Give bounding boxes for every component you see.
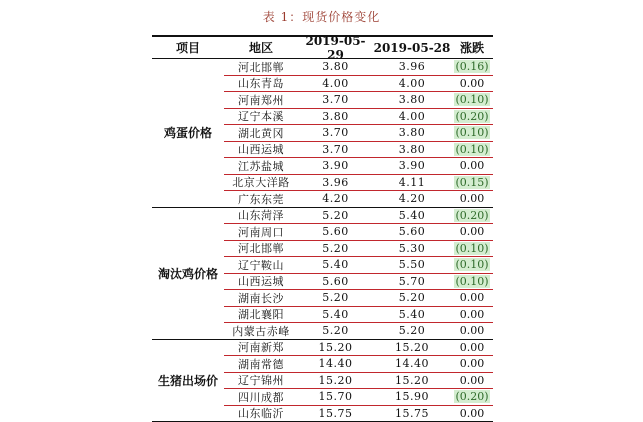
change-cell (451, 290, 493, 306)
header-change: 涨跌 (451, 39, 493, 56)
table-row (224, 175, 493, 192)
table-row (224, 224, 493, 241)
date2-cell: 5.40 (373, 308, 451, 321)
change-cell (451, 92, 493, 108)
change-cell (451, 356, 493, 372)
change-cell (451, 158, 493, 174)
date2-cell: 5.60 (373, 225, 451, 238)
date1-cell: 14.40 (298, 357, 373, 370)
change-value: 0.00 (459, 341, 486, 354)
date1-cell: 5.20 (298, 291, 373, 304)
region-cell: 山东临沂 (224, 405, 298, 421)
table-row (224, 340, 493, 357)
change-cell (451, 109, 493, 125)
change-value-highlighted: (0.15) (454, 176, 489, 189)
date1-cell: 5.60 (298, 275, 373, 288)
region-cell: 辽宁鞍山 (224, 257, 298, 273)
region-cell: 湖南常德 (224, 356, 298, 372)
date2-cell: 4.00 (373, 77, 451, 90)
region-cell: 湖南长沙 (224, 290, 298, 306)
region-cell: 河南郑州 (224, 92, 298, 108)
date1-cell: 15.75 (298, 407, 373, 420)
date1-cell: 4.00 (298, 77, 373, 90)
change-cell (451, 224, 493, 240)
group-rows (224, 59, 493, 207)
region-cell: 江苏盐城 (224, 158, 298, 174)
change-value: 0.00 (459, 192, 486, 205)
table-row (224, 373, 493, 390)
change-cell (451, 389, 493, 405)
change-cell (451, 125, 493, 141)
region-cell: 河南新郑 (224, 339, 298, 355)
change-cell (451, 241, 493, 257)
date1-cell: 3.70 (298, 143, 373, 156)
change-value: 0.00 (459, 308, 486, 321)
date2-cell: 5.70 (373, 275, 451, 288)
date2-cell: 3.80 (373, 126, 451, 139)
region-cell: 山西运城 (224, 141, 298, 157)
change-value-highlighted: (0.10) (454, 242, 489, 255)
date2-cell: 5.30 (373, 242, 451, 255)
group-rows (224, 208, 493, 339)
change-cell (451, 373, 493, 389)
table-row (224, 125, 493, 142)
change-value: 0.00 (459, 374, 486, 387)
date2-cell: 3.80 (373, 93, 451, 106)
table-row (224, 290, 493, 307)
change-value-highlighted: (0.10) (454, 93, 489, 106)
region-cell: 山西运城 (224, 273, 298, 289)
header-category: 项目 (152, 39, 224, 56)
table-row (224, 191, 493, 207)
table-row (224, 92, 493, 109)
table-row (224, 389, 493, 406)
date2-cell: 5.20 (373, 291, 451, 304)
table-group (152, 59, 493, 208)
table-row (224, 208, 493, 225)
date1-cell: 5.40 (298, 258, 373, 271)
date2-cell: 15.20 (373, 341, 451, 354)
date2-cell: 15.20 (373, 374, 451, 387)
change-cell (451, 257, 493, 273)
date2-cell: 3.90 (373, 159, 451, 172)
date1-cell: 3.70 (298, 126, 373, 139)
date1-cell: 4.20 (298, 192, 373, 205)
group-name: 鸡蛋价格 (152, 59, 224, 207)
date2-cell: 5.20 (373, 324, 451, 337)
change-cell (451, 307, 493, 323)
region-cell: 内蒙古赤峰 (224, 323, 298, 339)
table-group (152, 340, 493, 422)
region-cell: 河北邯郸 (224, 59, 298, 75)
change-cell (451, 406, 493, 422)
region-cell: 四川成都 (224, 389, 298, 405)
change-value-highlighted: (0.16) (454, 60, 489, 73)
region-cell: 北京大洋路 (224, 174, 298, 190)
date1-cell: 3.90 (298, 159, 373, 172)
date2-cell: 5.40 (373, 209, 451, 222)
change-value: 0.00 (459, 77, 486, 90)
date2-cell: 4.00 (373, 110, 451, 123)
change-value: 0.00 (459, 407, 486, 420)
table-row (224, 323, 493, 339)
change-value-highlighted: (0.20) (454, 209, 489, 222)
date1-cell: 5.20 (298, 242, 373, 255)
date1-cell: 5.60 (298, 225, 373, 238)
table-header (152, 37, 493, 59)
change-value: 0.00 (459, 291, 486, 304)
date1-cell: 5.20 (298, 324, 373, 337)
header-date2: 2019-05-28 (373, 41, 451, 55)
change-value-highlighted: (0.20) (454, 110, 489, 123)
table-row (224, 241, 493, 258)
group-name: 淘汰鸡价格 (152, 208, 224, 339)
change-value: 0.00 (459, 324, 486, 337)
change-cell (451, 274, 493, 290)
region-cell: 河南周口 (224, 224, 298, 240)
table-group (152, 208, 493, 340)
region-cell: 山东菏泽 (224, 207, 298, 223)
region-cell: 山东青岛 (224, 75, 298, 91)
header-region: 地区 (224, 39, 298, 56)
group-name: 生猪出场价 (152, 340, 224, 422)
change-cell (451, 76, 493, 92)
change-value-highlighted: (0.10) (454, 143, 489, 156)
change-cell (451, 191, 493, 207)
table-row (224, 142, 493, 159)
header-date1: 2019-05-29 (298, 34, 373, 62)
change-value-highlighted: (0.10) (454, 275, 489, 288)
price-table (152, 35, 493, 422)
date1-cell: 15.20 (298, 341, 373, 354)
table-row (224, 307, 493, 324)
date2-cell: 14.40 (373, 357, 451, 370)
table-row (224, 406, 493, 422)
table-row (224, 257, 493, 274)
region-cell: 辽宁锦州 (224, 372, 298, 388)
date2-cell: 15.75 (373, 407, 451, 420)
date2-cell: 5.50 (373, 258, 451, 271)
region-cell: 湖北襄阳 (224, 306, 298, 322)
date1-cell: 3.96 (298, 176, 373, 189)
table-row (224, 158, 493, 175)
change-cell (451, 175, 493, 191)
change-cell (451, 323, 493, 339)
table-row (224, 109, 493, 126)
change-value-highlighted: (0.10) (454, 126, 489, 139)
table-row (224, 59, 493, 76)
date2-cell: 3.80 (373, 143, 451, 156)
date1-cell: 15.70 (298, 390, 373, 403)
date1-cell: 5.40 (298, 308, 373, 321)
change-cell (451, 208, 493, 224)
date1-cell: 3.80 (298, 110, 373, 123)
table-caption: 表 1：现货价格变化 (0, 8, 643, 25)
date1-cell: 3.80 (298, 60, 373, 73)
date2-cell: 15.90 (373, 390, 451, 403)
region-cell: 辽宁本溪 (224, 108, 298, 124)
change-value-highlighted: (0.10) (454, 258, 489, 271)
change-value-highlighted: (0.20) (454, 390, 489, 403)
table-row (224, 76, 493, 93)
change-cell (451, 59, 493, 75)
date1-cell: 5.20 (298, 209, 373, 222)
change-cell (451, 340, 493, 356)
change-value: 0.00 (459, 357, 486, 370)
region-cell: 河北邯郸 (224, 240, 298, 256)
region-cell: 湖北黄冈 (224, 125, 298, 141)
group-rows (224, 340, 493, 422)
change-value: 0.00 (459, 159, 486, 172)
date2-cell: 3.96 (373, 60, 451, 73)
date1-cell: 3.70 (298, 93, 373, 106)
change-cell (451, 142, 493, 158)
region-cell: 广东东莞 (224, 191, 298, 207)
table-row (224, 356, 493, 373)
table-body (152, 59, 493, 422)
change-value: 0.00 (459, 225, 486, 238)
date2-cell: 4.11 (373, 176, 451, 189)
table-row (224, 274, 493, 291)
date2-cell: 4.20 (373, 192, 451, 205)
date1-cell: 15.20 (298, 374, 373, 387)
